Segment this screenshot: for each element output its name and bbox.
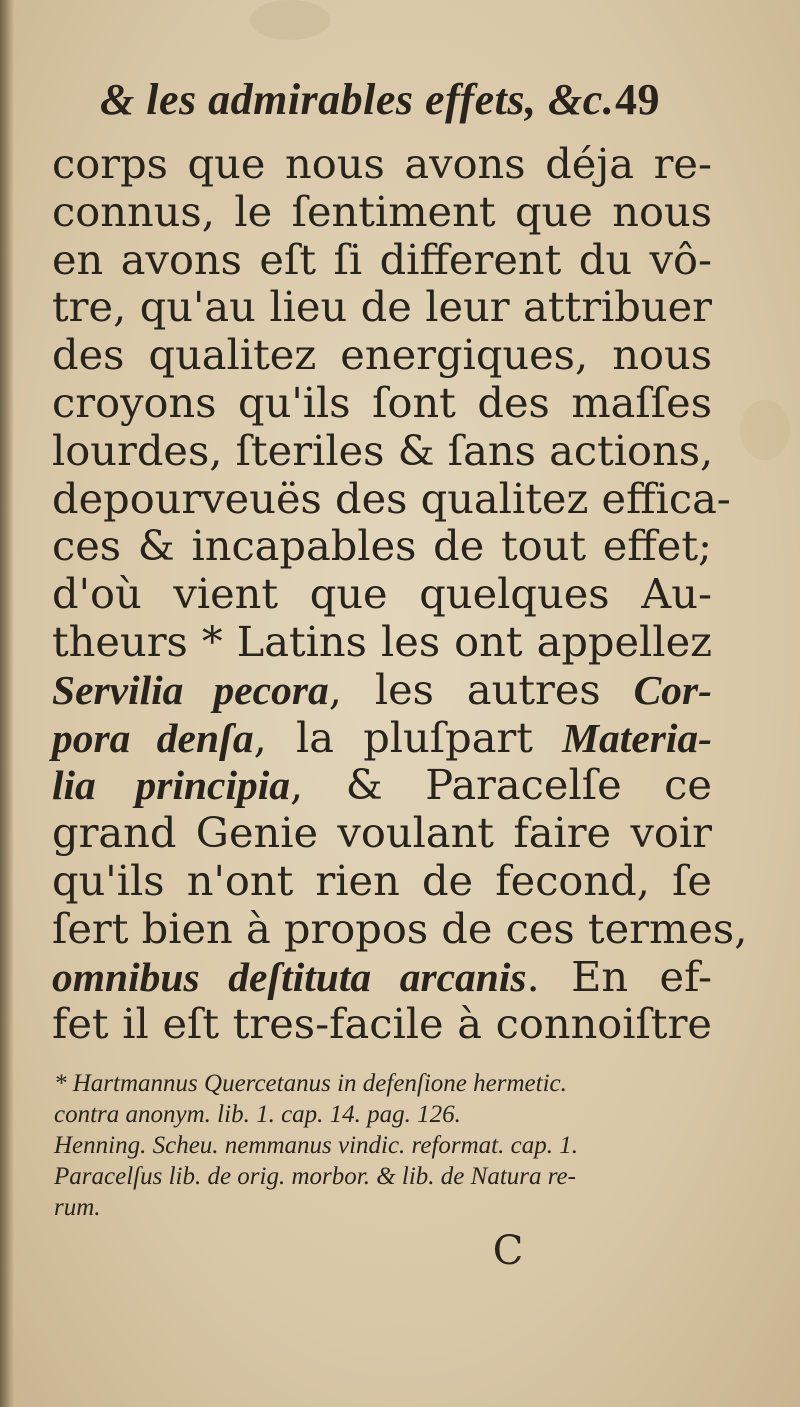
text-line <box>52 473 731 523</box>
text-line <box>52 761 712 809</box>
text-run: , les autres <box>328 664 634 714</box>
text-line <box>52 188 712 236</box>
footnote-line: contra anonym. lib. 1. cap. 14. pag. 126. <box>54 1101 461 1128</box>
text-line <box>52 953 712 1001</box>
text-line <box>52 618 712 666</box>
text-run: qu'ils n'ont rien de fecond, ſe <box>52 855 712 905</box>
page-number: 49 <box>615 75 660 124</box>
text-line <box>52 522 712 570</box>
latin-phrase: Servilia pecora <box>52 666 329 713</box>
latin-phrase: Materia- <box>562 714 712 761</box>
footnote-line: Paracelſus lib. de orig. morbor. & lib. de Natura re- <box>54 1163 576 1190</box>
text-line <box>52 283 712 331</box>
text-line <box>52 714 712 762</box>
paper-stain <box>740 400 790 460</box>
footnote-line: rum. <box>54 1194 101 1221</box>
text-run: corps que nous avons déja re- <box>52 139 712 188</box>
latin-phrase: lia principia <box>52 762 291 809</box>
text-run: grand Genie voulant faire voir <box>52 808 712 858</box>
text-run: ces & incapables de tout effet; <box>52 521 712 571</box>
latin-phrase: Cor- <box>633 666 712 713</box>
body-text <box>52 139 748 1049</box>
text-run: des qualitez energiques, nous <box>52 330 712 380</box>
text-run: , & Paracelſe ce <box>290 760 712 810</box>
paper-stain <box>250 0 330 40</box>
text-line <box>52 379 712 427</box>
text-line <box>52 666 712 714</box>
text-run: tre, qu'au lieu de leur attribuer <box>52 282 712 332</box>
text-line <box>52 570 712 618</box>
text-run: d'où vient que quelques Au- <box>52 569 712 619</box>
footnote-line: * Hartmannus Quercetanus in defenſione hermetic. <box>54 1070 567 1097</box>
text-run: ſert bien à propos de ces termes, <box>52 903 748 953</box>
text-run: . En ef- <box>526 951 712 1001</box>
text-run: , la pluſpart <box>253 712 563 762</box>
text-line <box>52 427 712 475</box>
text-line <box>52 857 712 905</box>
text-line <box>52 140 712 188</box>
latin-phrase: omnibus deſtituta arcanis <box>52 953 527 1000</box>
text-run: depourveuës des qualitez effica- <box>52 473 731 523</box>
running-header <box>100 74 660 134</box>
text-line <box>52 331 712 379</box>
text-line <box>52 236 712 284</box>
text-line <box>52 1000 712 1048</box>
text-run: croyons qu'ils ſont des maſſes <box>52 377 712 427</box>
text-run: en avons eſt ſi different du vô- <box>52 234 712 284</box>
binding-gutter <box>0 0 14 1407</box>
text-run: theurs * Latins les ont appellez <box>52 616 712 666</box>
text-line <box>52 809 712 857</box>
signature-mark: C <box>492 1228 524 1274</box>
text-run: connus, le ſentiment que nous <box>52 186 712 236</box>
text-line <box>52 903 748 953</box>
footnote-line: Henning. Scheu. nemmanus vindic. reformat. cap. 1. <box>54 1132 578 1159</box>
latin-phrase: pora denſa <box>52 714 254 761</box>
running-title: & les admirables effets, &c. <box>100 75 615 124</box>
text-run: lourdes, ſteriles & ſans actions, <box>52 425 714 475</box>
footnotes <box>54 1068 704 1223</box>
text-run: fet il eſt tres-facile à connoiſtre <box>52 999 712 1049</box>
